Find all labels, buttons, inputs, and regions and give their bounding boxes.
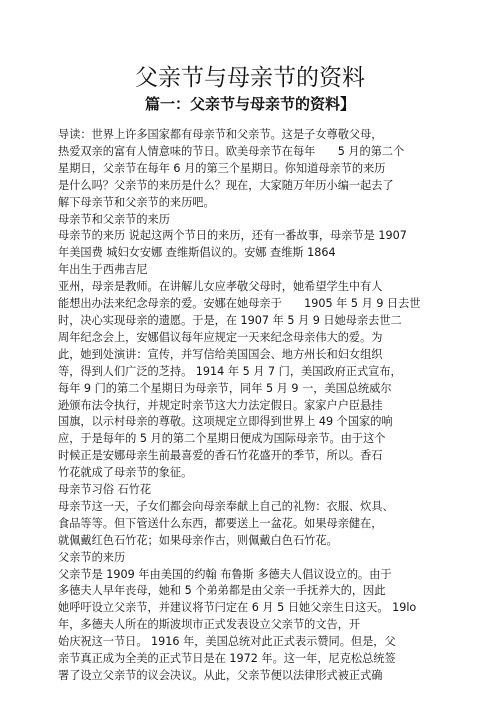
text-line: 逊颁布法令执行，并规定时亲节这大力法定假日。家家户户臣悬挂 (58, 398, 383, 412)
text-line: 时，决心实现母亲的遗愿。于是，在 1907 年 5 月 9 日她母亲去世二 (58, 313, 402, 327)
section-heading: 篇一：父亲节与母亲节的资料】 (144, 95, 355, 113)
text-line: 亲节真正成为全美的正式节日是在 1972 年。这一年，尼克松总统签 (58, 652, 396, 666)
text-line: 此，她到处演讲：宣传，并写信给美国国会、地方州长和妇女组织 (58, 347, 383, 361)
text-line: 国旗，以示村母亲的尊敬。这项规定立即得到世界上 49 个国家的响 (58, 415, 393, 429)
text-line: 亚州，母亲是教师。在讲解儿女应孝敬父母时，她希望学生中有人 (58, 280, 383, 294)
text-line: 是什么吗？父亲节的来历是什么？现在，大家随万年历小编一起去了 (58, 178, 394, 192)
text-line: 母亲节这一天，子女们都会向母亲奉献上自己的礼物：衣服、炊具、 (58, 499, 394, 513)
text-line: 多德夫人早年丧母，她和 5 个弟弟都是由父亲一手抚养大的，因此 (58, 584, 386, 598)
text-line: 热爱双亲的富有人情意味的节日。欧美母亲节在每年 5 月的第二个 (58, 144, 405, 158)
text-line: 母亲节的来历 说起这两个节日的来历，还有一番故事，母亲节是 1907 (58, 229, 407, 243)
text-line: 解下母亲节和父亲节的来历吧。 (58, 195, 215, 209)
text-line: 年出生于西弗吉尼 (58, 263, 148, 277)
text-line: 周年纪念会上，安娜倡议每年应规定一天来纪念母亲伟大的爱。为 (58, 330, 383, 344)
text-line: 导读：世界上许多国家都有母亲节和父亲节。这是子女尊敬父母， (58, 128, 383, 141)
body-text (58, 127, 450, 685)
text-line: 竹花就成了母亲节的象征。 (58, 466, 193, 480)
text-line: 应，于是每年的 5 月的第二个星期日便成为国际母亲节。由于这个 (58, 432, 386, 446)
text-line: 始庆祝这一节日。 1916 年，美国总统对此正式表示赞同。但是，父 (58, 635, 396, 649)
text-line: 父亲节的来历 (58, 550, 126, 564)
text-line: 就佩戴红色石竹花；如果母亲作古，则佩戴白色石竹花。 (58, 533, 338, 547)
text-line: 等，得到人们广泛的芝持。 1914 年 5 月 7 门，美国政府正式宣布， (58, 364, 402, 378)
text-line: 父亲节是 1909 年由美国的约翰 布鲁斯 多德夫人倡议设立的。由于 (58, 567, 392, 581)
page-title: 父亲节与母亲节的资料 (135, 65, 365, 91)
text-line: 星期日，父亲节在每年 6 月的第三个星期日。你知道母亲节的来历 (58, 161, 386, 175)
text-line: 她呼吁设立父亲节，并建议将节闩定在 6 月 5 日她父亲生日这天。 19lo (58, 601, 417, 615)
text-line: 母亲节和父亲节的来历 (58, 212, 170, 226)
text-line: 年美国费 城妇女安娜 查维斯倡议的。安娜 查维斯 1864 (58, 246, 336, 260)
text-line: 时候正是安娜母亲生前最喜爱的香石竹花盛开的季节，所以。香石 (58, 449, 383, 463)
text-line: 每年 9 门的第二个星期日为母亲节，同年 5 月 9 一，美国总统威尔 (58, 381, 392, 395)
text-line: 能想出办法来纪念母亲的爱。安娜在她母亲于 1905 年 5 月 9 日去世 (58, 297, 421, 311)
text-line: 署了设立父亲节的议会决议。从此，父亲节便以法律形式被正式确 (58, 669, 383, 682)
text-line: 年，多德夫人所在的斯波坝市正式发表设立父亲节的文告，开 (58, 618, 361, 632)
text-line: 食品等等。但下管送什么东西，都要送上一盆花。如果母亲健在， (58, 516, 383, 530)
text-line: 母亲节习俗 石竹花 (58, 483, 152, 497)
